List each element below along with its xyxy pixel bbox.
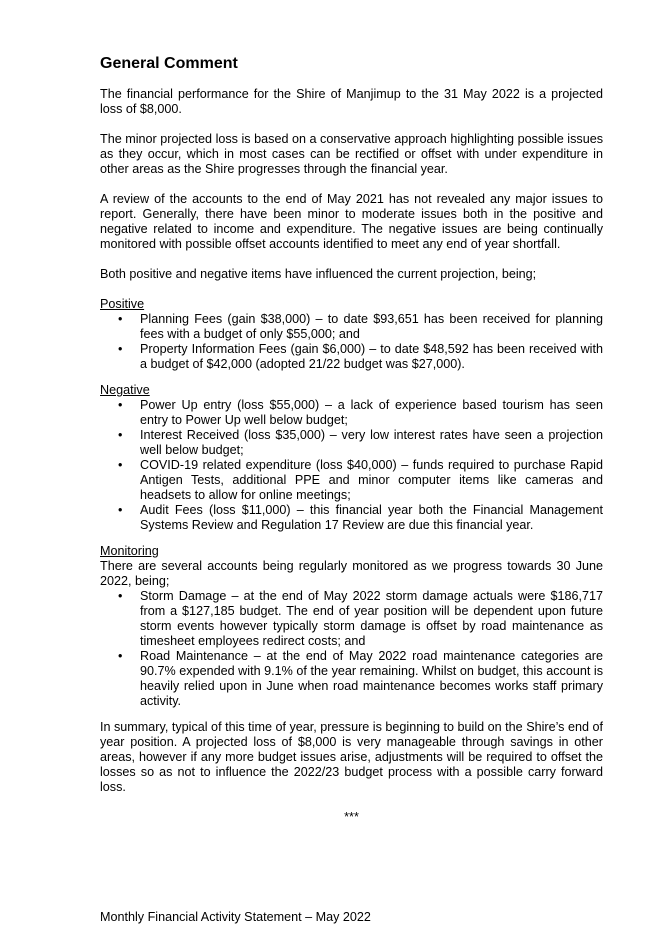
paragraph-review: A review of the accounts to the end of May 2021 has not revealed any major issues to report. Generally, there have been minor to moderate issues both in the positive and negative related to income and expenditure. The negative issues are being continually monitored with possible offset accounts identified to meet any end of year shortfall. bbox=[100, 192, 603, 251]
monitoring-intro: There are several accounts being regularly monitored as we progress towards 30 June 2022, being; bbox=[100, 559, 603, 588]
paragraph-items-intro: Both positive and negative items have influenced the current projection, being; bbox=[100, 267, 537, 281]
bullet-icon: • bbox=[118, 398, 123, 412]
bullet-icon: • bbox=[118, 342, 123, 356]
list-item: • Audit Fees (loss $11,000) – this financial year both the Financial Management Systems Review and Regulation 17 Review are due this financial year. bbox=[118, 503, 603, 532]
list-item: • Interest Received (loss $35,000) – very low interest rates have seen a projection well below budget; bbox=[118, 428, 603, 457]
bullet-icon: • bbox=[118, 589, 123, 603]
bullet-icon: • bbox=[118, 312, 123, 326]
monitoring-list bbox=[100, 589, 603, 709]
document-body bbox=[100, 54, 603, 825]
negative-list bbox=[100, 398, 603, 533]
section-separator: *** bbox=[344, 810, 359, 824]
negative-heading: Negative bbox=[100, 383, 150, 397]
list-item: • Planning Fees (gain $38,000) – to date $93,651 has been received for planning fees with a budget of only $55,000; and bbox=[118, 312, 603, 341]
list-item: • Road Maintenance – at the end of May 2022 road maintenance categories are 90.7% expended with 9.1% of the year remaining. Whilst on budget, this account is heavily relied upon in June when road maintenance becomes works staff primary activity. bbox=[118, 649, 603, 708]
bullet-icon: • bbox=[118, 428, 123, 442]
paragraph-minor-loss: The minor projected loss is based on a conservative approach highlighting possible issues as they occur, which in most cases can be rectified or offset with under expenditure in other areas as the Shire progresses through the financial year. bbox=[100, 132, 603, 176]
bullet-icon: • bbox=[118, 458, 123, 472]
list-item: • Property Information Fees (gain $6,000) – to date $48,592 has been received with a budget of $42,000 (adopted 21/22 budget was $27,000). bbox=[118, 342, 603, 371]
bullet-icon: • bbox=[118, 649, 123, 663]
list-item: • Storm Damage – at the end of May 2022 storm damage actuals were $186,717 from a $127,185 budget. The end of year position will be dependent upon future storm events however typically storm damage is offset by road maintenance as timesheet employees redirect costs; and bbox=[118, 589, 603, 648]
page-footer: Monthly Financial Activity Statement – May 2022 bbox=[100, 910, 371, 924]
positive-heading: Positive bbox=[100, 297, 145, 311]
paragraph-projection: The financial performance for the Shire of Manjimup to the 31 May 2022 is a projected loss of $8,000. bbox=[100, 87, 603, 116]
list-item: • Power Up entry (loss $55,000) – a lack of experience based tourism has seen entry to Power Up well below budget; bbox=[118, 398, 603, 427]
paragraph-summary: In summary, typical of this time of year, pressure is beginning to build on the Shire’s end of year position. A projected loss of $8,000 is very manageable through savings in other areas, however if any more budget issues arise, adjustments will be required to offset the losses so as not to influence the 2022/23 budget process with a possible carry forward loss. bbox=[100, 720, 603, 794]
monitoring-heading: Monitoring bbox=[100, 544, 159, 558]
section-heading: General Comment bbox=[100, 55, 238, 72]
list-item: • COVID-19 related expenditure (loss $40,000) – funds required to purchase Rapid Antigen Tests, additional PPE and minor computer items like cameras and headsets to allow for online meetings; bbox=[118, 458, 603, 502]
bullet-icon: • bbox=[118, 503, 123, 517]
positive-list bbox=[100, 312, 603, 372]
